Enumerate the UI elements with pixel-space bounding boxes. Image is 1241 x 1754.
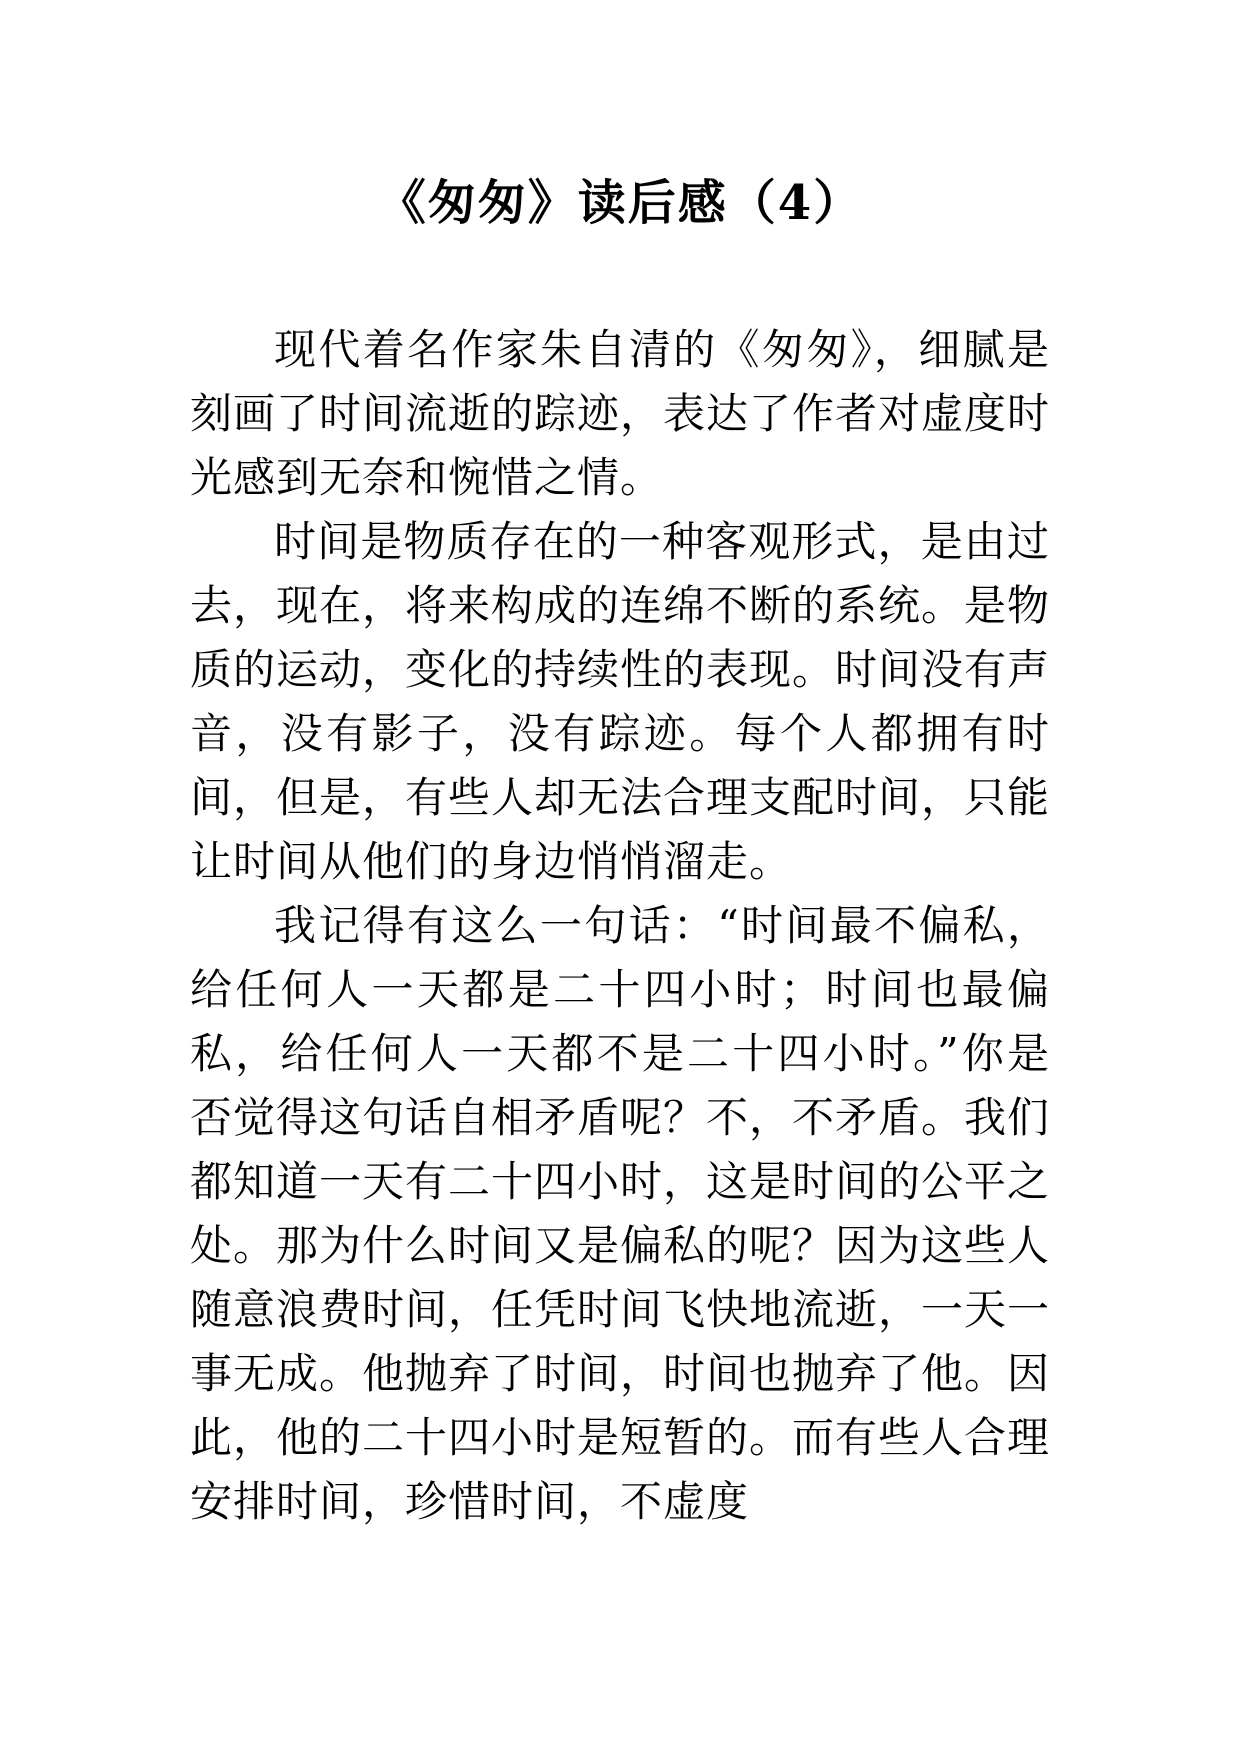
document-title: 《匆匆》读后感（4） (377, 175, 864, 231)
paragraph-1: 现代着名作家朱自清的《匆匆》，细腻是刻画了时间流逝的踪迹，表达了作者对虚度时光感到无奈和惋惜之情。 (190, 325, 1051, 502)
document-body (190, 318, 1050, 1534)
paragraph-2: 时间是物质存在的一种客观形式，是由过去，现在，将来构成的连绵不断的系统。是物质的运动，变化的持续性的表现。时间没有声音，没有影子，没有踪迹。每个人都拥有时间，但是，有些人却无法合理支配时间，只能让时间从他们的身边悄悄溜走。 (190, 517, 1051, 886)
paragraph-3: 我记得有这么一句话：“时间最不偏私，给任何人一天都是二十四小时；时间也最偏私，给任何人一天都不是二十四小时。”你是否觉得这句话自相矛盾呢？不，不矛盾。我们都知道一天有二十四小时，这是时间的公平之处。那为什么时间又是偏私的呢？因为这些人随意浪费时间，任凭时间飞快地流逝，一天一事无成。他抛弃了时间，时间也抛弃了他。因此，他的二十四小时是短暂的。而有些人合理安排时间，珍惜时间，不虚度 (190, 901, 1051, 1526)
